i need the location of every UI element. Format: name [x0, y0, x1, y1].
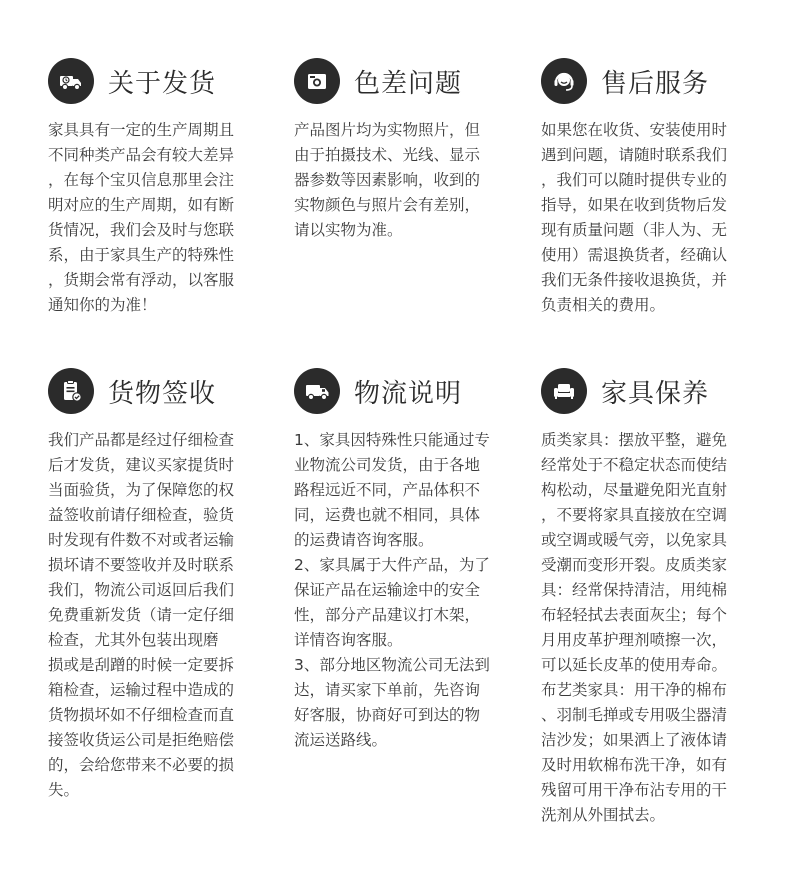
body-line: 当面验货，为了保障您的权 [48, 481, 235, 499]
body-line: 明对应的生产周期，如有断 [48, 196, 235, 214]
body-line: 家具具有一定的生产周期且 [48, 121, 235, 139]
section-title: 家具保养 [601, 378, 710, 409]
section-furniture-care [541, 366, 771, 828]
section-header [294, 366, 524, 416]
body-line: 月用皮革护理剂喷擦一次， [541, 631, 728, 649]
body-line: 不同种类产品会有较大差异 [48, 146, 235, 164]
section-body [541, 428, 771, 828]
section-header [48, 56, 278, 106]
body-line: 可以延长皮革的使用寿命。 [541, 656, 728, 674]
body-line: 的，会给您带来不必要的损 [48, 756, 235, 774]
body-line: ，我们可以随时提供专业的 [541, 171, 728, 189]
section-body [48, 118, 278, 318]
section-body [541, 118, 771, 318]
body-line: 我们，物流公司返回后我们 [48, 581, 235, 599]
body-line: 具：经常保持清洁，用纯棉 [541, 581, 728, 599]
section-shipping [48, 56, 278, 318]
section-body [294, 118, 524, 243]
body-line: 、羽制毛掸或专用吸尘器清 [541, 706, 728, 724]
body-line: 洗剂从外围拭去。 [541, 806, 666, 824]
camera-icon [294, 58, 340, 104]
section-color-difference [294, 56, 524, 243]
body-line: 如果您在收货、安装使用时 [541, 121, 728, 139]
body-line: 使用）需退换货者，经确认 [541, 246, 728, 264]
body-line: 系，由于家具生产的特殊性 [48, 246, 235, 264]
body-line: 同，运费也就不相同，具体 [294, 506, 481, 524]
section-receipt [48, 366, 278, 803]
body-line: 我们产品都是经过仔细检查 [48, 431, 235, 449]
body-line: 保证产品在运输途中的安全 [294, 581, 481, 599]
body-line: 构松动，尽量避免阳光直射 [541, 481, 728, 499]
body-line: 损或是刮蹭的时候一定要拆 [48, 656, 235, 674]
sofa-icon [541, 368, 587, 414]
section-logistics [294, 366, 524, 753]
section-title: 售后服务 [601, 68, 710, 99]
delivery-truck-icon [48, 58, 94, 104]
section-header [541, 366, 771, 416]
body-line: ，在每个宝贝信息那里会注 [48, 171, 235, 189]
body-line: 达，请买家下单前，先咨询 [294, 681, 481, 699]
logistics-truck-icon [294, 368, 340, 414]
body-line: 我们无条件接收退换货，并 [541, 271, 728, 289]
body-line: 负责相关的费用。 [541, 296, 666, 314]
body-line: 检查，尤其外包装出现磨 [48, 631, 219, 649]
body-line: 通知你的为准！ [48, 296, 157, 314]
body-line: 性，部分产品建议打木架， [294, 606, 481, 624]
section-header [541, 56, 771, 106]
body-line: 由于拍摄技术、光线、显示 [294, 146, 481, 164]
body-line: 实物颜色与照片会有差别， [294, 196, 481, 214]
body-line: 洁沙发；如果洒上了液体请 [541, 731, 728, 749]
body-line: 或空调或暖气旁，以免家具 [541, 531, 728, 549]
section-body [294, 428, 524, 753]
body-line: 益签收前请仔细检查，验货 [48, 506, 235, 524]
body-line: 请以实物为准。 [294, 221, 403, 239]
body-line: 残留可用干净布沾专用的干 [541, 781, 728, 799]
body-line: 指导，如果在收到货物后发 [541, 196, 728, 214]
section-header [48, 366, 278, 416]
section-title: 关于发货 [108, 68, 217, 99]
body-line: 路程远近不同，产品体积不 [294, 481, 481, 499]
body-line: 详情咨询客服。 [294, 631, 403, 649]
section-title: 货物签收 [108, 378, 217, 409]
body-line: 质类家具：摆放平整，避免 [541, 431, 728, 449]
body-line: 箱检查，运输过程中造成的 [48, 681, 235, 699]
body-line: 失。 [48, 781, 80, 799]
body-line: 货物损坏如不仔细检查而直 [48, 706, 235, 724]
body-line: 布轻轻拭去表面灰尘；每个 [541, 606, 728, 624]
body-line: 器参数等因素影响，收到的 [294, 171, 481, 189]
body-line: 时发现有件数不对或者运输 [48, 531, 235, 549]
section-title: 色差问题 [354, 68, 463, 99]
body-line: 产品图片均为实物照片，但 [294, 121, 481, 139]
body-line: 2、家具属于大件产品，为了 [294, 556, 490, 574]
body-line: ，货期会常有浮动，以客服 [48, 271, 235, 289]
body-line: 后才发货，建议买家提货时 [48, 456, 235, 474]
body-line: 受潮而变形开裂。皮质类家 [541, 556, 728, 574]
body-line: 损坏请不要签收并及时联系 [48, 556, 235, 574]
body-line: 免费重新发货（请一定仔细 [48, 606, 235, 624]
body-line: 布艺类家具：用干净的棉布 [541, 681, 728, 699]
body-line: 接签收货运公司是拒绝赔偿 [48, 731, 235, 749]
section-title: 物流说明 [354, 378, 463, 409]
section-header [294, 56, 524, 106]
body-line: ，不要将家具直接放在空调 [541, 506, 728, 524]
body-line: 3、部分地区物流公司无法到 [294, 656, 490, 674]
body-line: 现有质量问题（非人为、无 [541, 221, 728, 239]
body-line: 流运送路线。 [294, 731, 388, 749]
body-line: 及时用软棉布洗干净，如有 [541, 756, 728, 774]
section-body [48, 428, 278, 803]
body-line: 的运费请咨询客服。 [294, 531, 434, 549]
body-line: 1、家具因特殊性只能通过专 [294, 431, 490, 449]
body-line: 货情况，我们会及时与您联 [48, 221, 235, 239]
section-after-sales [541, 56, 771, 318]
body-line: 业物流公司发货，由于各地 [294, 456, 481, 474]
headset-support-icon [541, 58, 587, 104]
body-line: 好客服，协商好可到达的物 [294, 706, 481, 724]
body-line: 经常处于不稳定状态而使结 [541, 456, 728, 474]
clipboard-check-icon [48, 368, 94, 414]
body-line: 遇到问题，请随时联系我们 [541, 146, 728, 164]
